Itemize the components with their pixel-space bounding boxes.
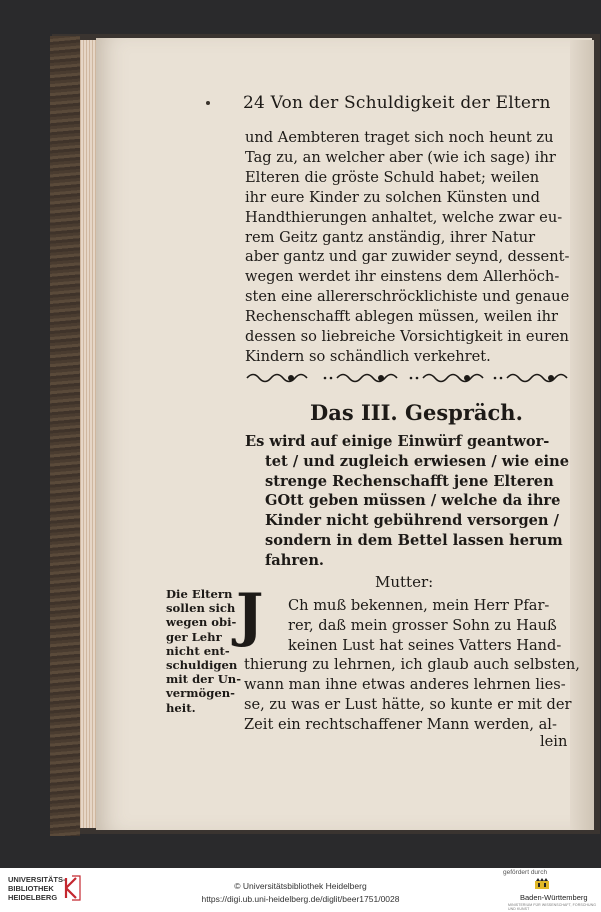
library-logo-line: UNIVERSITÄTS- — [8, 875, 66, 884]
chapter-summary — [245, 432, 569, 571]
summary-line: fahren. — [265, 551, 325, 569]
library-logo-line: HEIDELBERG — [8, 893, 58, 902]
dialog-line: thierung zu lehrnen, ich glaub auch selbsten, — [244, 656, 580, 674]
margin-note-line: schuldigen — [166, 658, 238, 673]
funder-name: Baden-Württemberg — [520, 893, 588, 902]
body-paragraph — [245, 128, 569, 367]
margin-note-line: Die Eltern — [166, 587, 233, 601]
body-line: Kindern so schändlich verkehret. — [245, 347, 491, 365]
summary-line: GOtt geben müssen / welche da ihre — [265, 492, 561, 510]
copyright-notice: © Universitätsbibliothek Heidelberg — [234, 881, 367, 891]
margin-note-line: wegen obi- — [166, 615, 237, 630]
funder-subtitle: MINISTERIUM FÜR WISSENSCHAFT, FORSCHUNG UND KUNST — [508, 903, 597, 911]
body-line: dessen so liebreiche Vorsichtigkeit in euren — [245, 328, 569, 346]
body-line: Elteren die gröste Schuld habet; weilen — [245, 168, 540, 186]
chapter-title: Das III. Gespräch. — [310, 400, 523, 425]
drop-cap: J — [236, 581, 264, 649]
margin-note-line: heit. — [166, 700, 196, 715]
margin-note-line: sollen sich — [166, 601, 236, 616]
summary-line: Kinder nicht gebührend versorgen / — [265, 512, 559, 530]
body-line: wegen werdet ihr einstens dem Allerhöch- — [245, 268, 560, 286]
body-line: ihr eure Kinder zu solchen Künsten und — [245, 188, 540, 206]
ornamental-divider — [245, 368, 573, 388]
body-line: Tag zu, an welcher aber (wie ich sage) ihr — [245, 148, 556, 166]
body-line: Handthierungen anhaltet, welche zwar eu- — [245, 208, 563, 226]
margin-note — [166, 587, 241, 715]
body-line: sten eine allererschröcklichiste und genaue — [245, 288, 570, 306]
permalink[interactable]: https://digi.ub.uni-heidelberg.de/diglit/beer1751/0028 — [201, 894, 400, 904]
dialog-line: rer, daß mein grosser Sohn zu Hauß — [288, 616, 557, 634]
dialog-line: Ch muß bekennen, mein Herr Pfar- — [288, 597, 550, 614]
summary-line: sondern in dem Bettel lassen herum — [265, 531, 563, 549]
dialog-line: Zeit ein rechtschaffener Mann werden, al- — [244, 715, 557, 733]
dialog-line: wann man ihne etwas anderes lehrnen lies- — [244, 676, 566, 694]
body-line: aber gantz und gar zuwider seynd, dessent- — [245, 248, 570, 266]
state-crest-icon — [534, 878, 550, 890]
margin-note-line: mit der Un- — [166, 672, 242, 687]
summary-line: tet / und zugleich erwiesen / wie eine — [265, 452, 569, 470]
dialog-line: se, zu was er Lust hätte, so kunte er mit der — [244, 695, 572, 713]
margin-note-line: vermögen- — [166, 686, 235, 701]
book-cover-edge — [50, 36, 80, 836]
funded-by-label: gefördert durch — [503, 869, 548, 876]
body-line: Rechenschafft ablegen müssen, weilen ihr — [245, 308, 558, 326]
speaker-label: Mutter: — [375, 573, 434, 591]
summary-line: strenge Rechenschafft jene Elteren — [265, 472, 554, 490]
library-logo-line: BIBLIOTHEK — [8, 884, 54, 893]
body-line: und Aembteren traget sich noch heunt zu — [245, 129, 554, 146]
dialog-paragraph — [244, 596, 580, 735]
catchword: lein — [540, 733, 568, 750]
margin-note-line: nicht ent- — [166, 643, 230, 658]
summary-line: Es wird auf einige Einwürf geantwor- — [245, 433, 550, 450]
body-line: rem Geitz gantz anständig, ihrer Natur — [245, 228, 536, 246]
ink-dot — [206, 101, 210, 105]
margin-note-line: ger Lehr — [166, 629, 222, 644]
running-header: 24 Von der Schuldigkeit der Eltern — [243, 93, 551, 113]
dialog-line: keinen Lust hat seines Vatters Hand- — [288, 636, 562, 654]
